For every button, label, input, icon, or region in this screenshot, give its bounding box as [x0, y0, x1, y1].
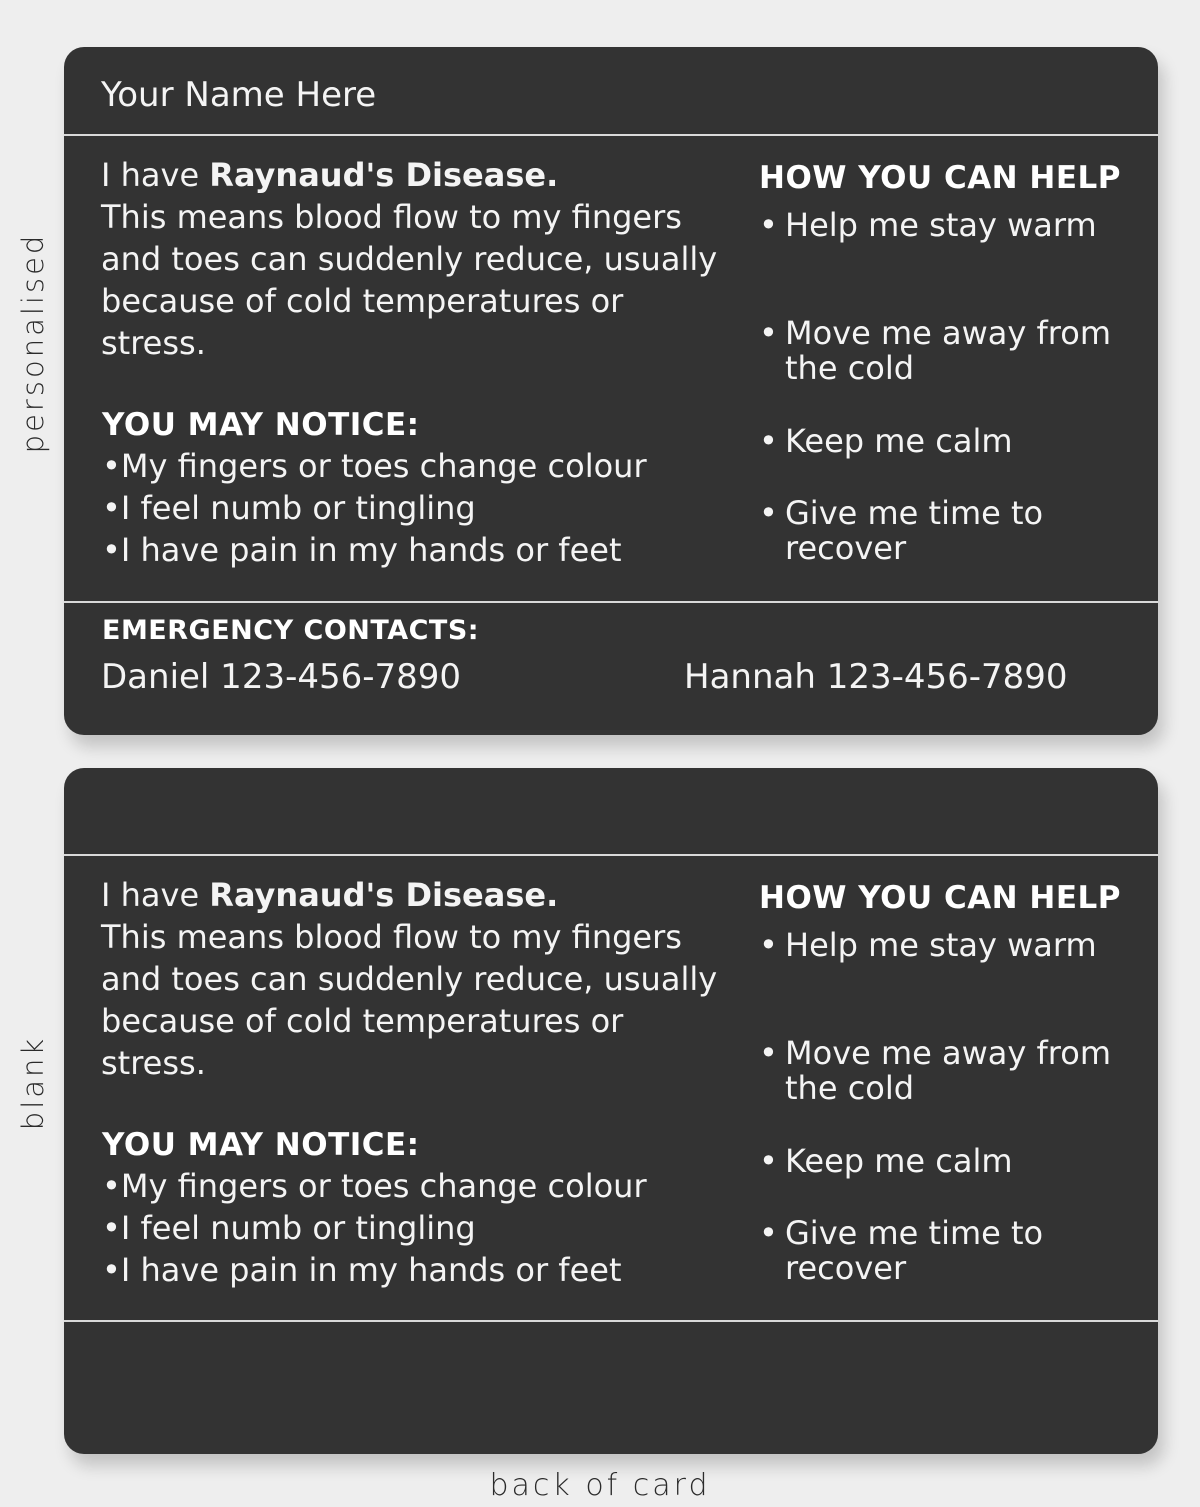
help-item-text: Keep me calm: [785, 422, 1013, 460]
help-item: [759, 928, 1125, 963]
notice-item: • My fingers or toes change colour: [102, 1165, 647, 1207]
personalised-card: [64, 47, 1158, 735]
help-item-text: Help me stay warm: [785, 926, 1097, 964]
help-item: [759, 208, 1125, 243]
bullet-icon: •: [759, 1214, 778, 1252]
notice-list: [102, 1165, 647, 1291]
help-item-text: Keep me calm: [785, 1142, 1013, 1180]
blank-label: blank: [16, 1035, 50, 1131]
bullet-icon: •: [759, 1142, 778, 1180]
help-title: HOW YOU CAN HELP: [759, 160, 1122, 196]
intro-text: [101, 874, 721, 1084]
intro-body: This means blood flow to my fingers and toes can suddenly reduce, usually because of cold temperatures or stress.: [101, 918, 718, 1082]
intro-prefix: I have: [101, 876, 210, 914]
intro-body: This means blood flow to my fingers and toes can suddenly reduce, usually because of cold temperatures or stress.: [101, 198, 718, 362]
bullet-icon: •: [759, 314, 778, 352]
condition-name: Raynaud's Disease.: [209, 156, 559, 194]
contact-2: Hannah 123-456-7890: [684, 657, 1068, 697]
intro-prefix: I have: [101, 156, 210, 194]
notice-title: YOU MAY NOTICE:: [102, 407, 420, 443]
caption: back of card: [489, 1468, 711, 1503]
header-divider: [64, 854, 1158, 856]
notice-item: • I feel numb or tingling: [102, 487, 647, 529]
notice-item: • My fingers or toes change colour: [102, 445, 647, 487]
header-divider: [64, 134, 1158, 136]
help-item-text: Move me away from the cold: [785, 314, 1111, 387]
notice-title: YOU MAY NOTICE:: [102, 1127, 420, 1163]
help-item-text: Give me time to recover: [785, 1214, 1044, 1287]
blank-card: [64, 768, 1158, 1454]
help-title: HOW YOU CAN HELP: [759, 880, 1122, 916]
help-item: [759, 424, 1125, 459]
help-item: [759, 1216, 1125, 1286]
help-item-text: Give me time to recover: [785, 494, 1044, 567]
personalised-label: personalised: [16, 232, 50, 454]
help-item: [759, 1144, 1125, 1179]
help-item-text: Help me stay warm: [785, 206, 1097, 244]
notice-item: • I feel numb or tingling: [102, 1207, 647, 1249]
condition-name: Raynaud's Disease.: [209, 876, 559, 914]
notice-item: • I have pain in my hands or feet: [102, 529, 647, 571]
emergency-title: EMERGENCY CONTACTS:: [102, 615, 480, 646]
intro-text: [101, 154, 721, 364]
help-item: [759, 316, 1125, 386]
bullet-icon: •: [759, 422, 778, 460]
bullet-icon: •: [759, 1034, 778, 1072]
notice-item: • I have pain in my hands or feet: [102, 1249, 647, 1291]
help-item: [759, 496, 1125, 566]
contact-1: Daniel 123-456-7890: [101, 657, 462, 697]
bullet-icon: •: [759, 206, 778, 244]
card-name: Your Name Here: [101, 75, 377, 115]
notice-list: [102, 445, 647, 571]
footer-divider: [64, 1320, 1158, 1322]
help-item-text: Move me away from the cold: [785, 1034, 1111, 1107]
bullet-icon: •: [759, 494, 778, 532]
footer-divider: [64, 601, 1158, 603]
help-item: [759, 1036, 1125, 1106]
bullet-icon: •: [759, 926, 778, 964]
